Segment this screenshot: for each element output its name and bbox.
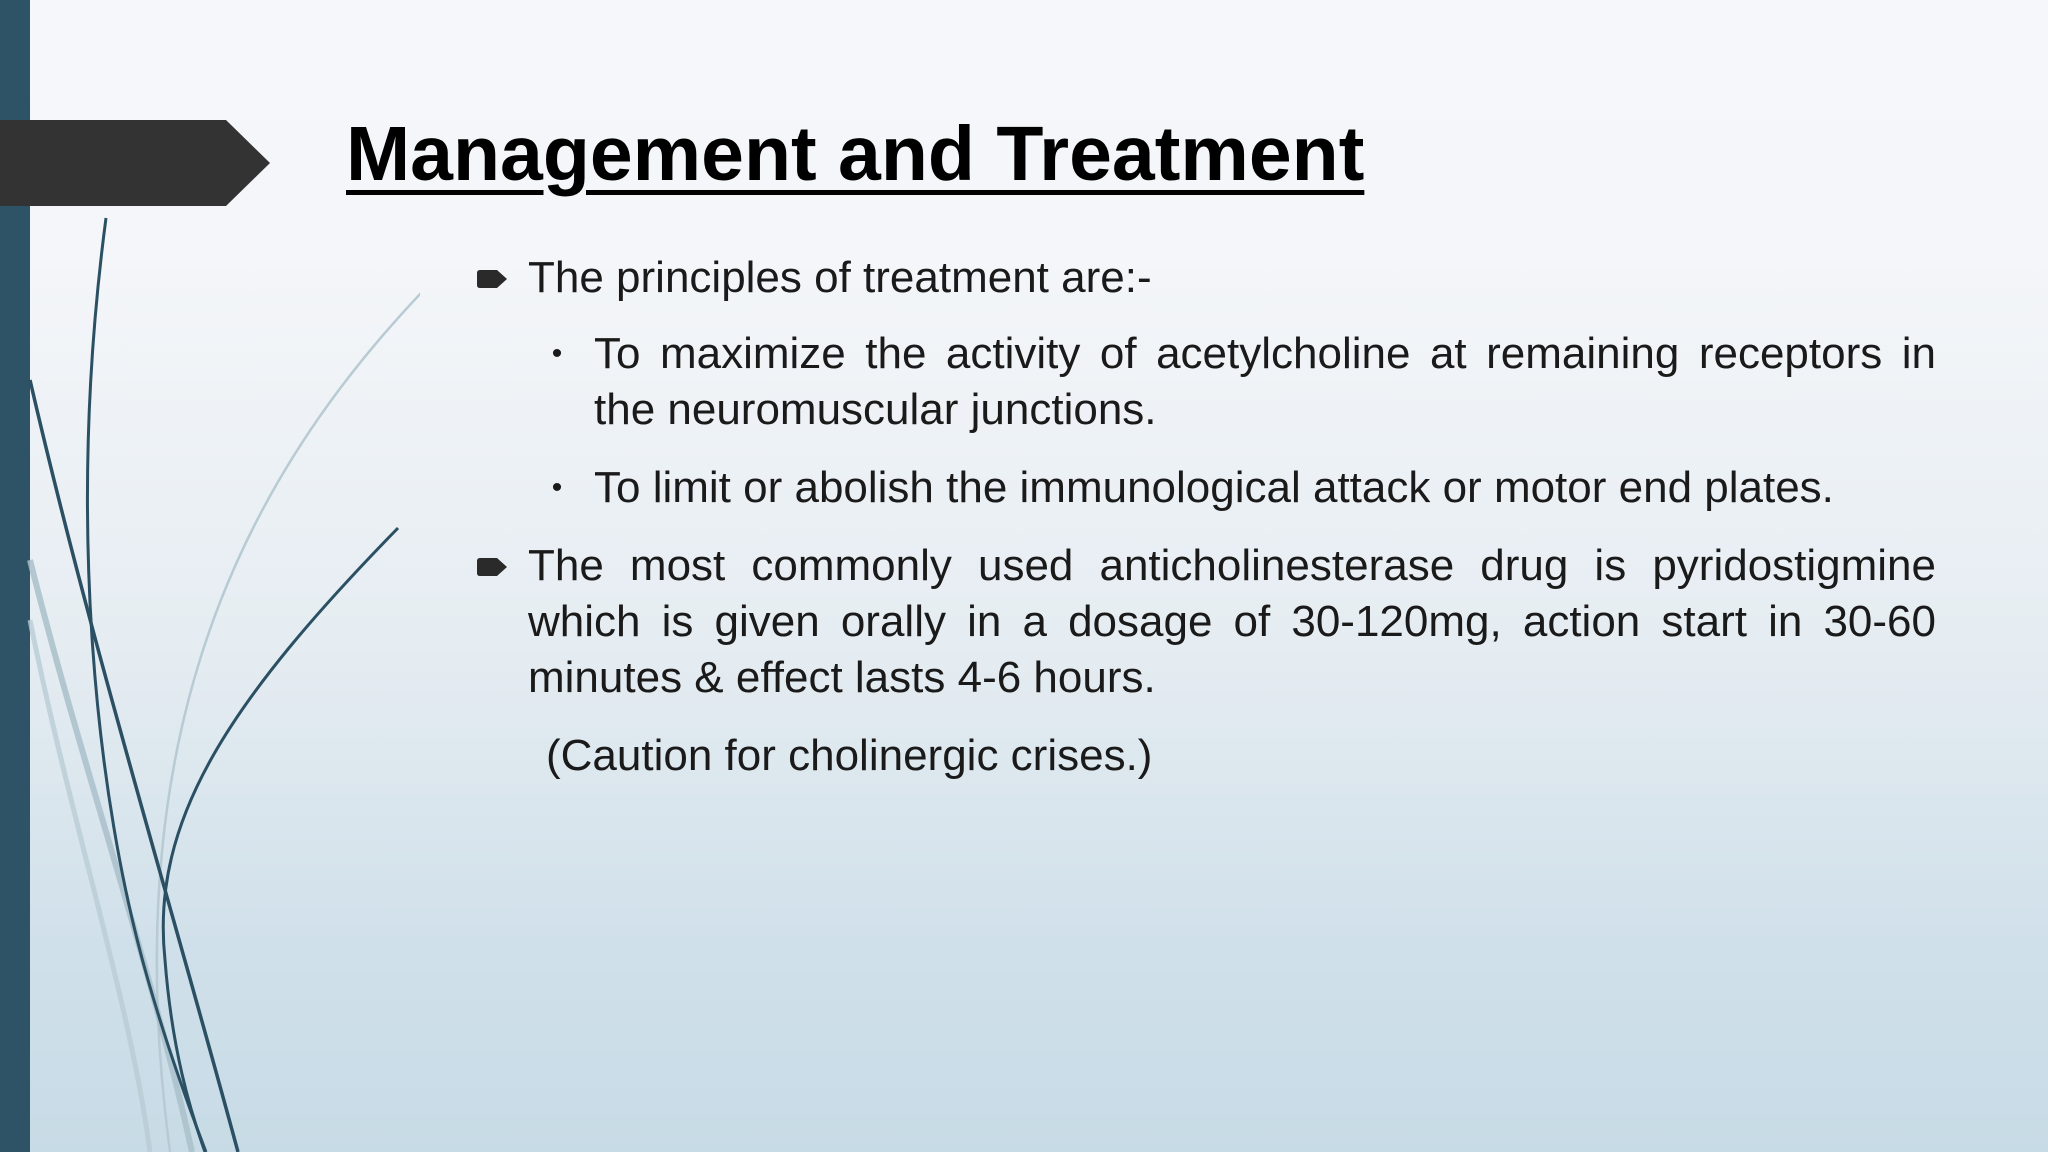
sub-bullet-item-limit [470,460,1936,516]
slide-title: Management and Treatment [346,111,1365,197]
title-tab-shape [0,120,270,206]
arrow-bullet-icon [474,557,508,577]
dot-bullet-icon: • [551,337,563,370]
arrow-bullet-icon [474,269,508,289]
sub-bullet-item-maximize [470,326,1936,438]
bullet-text: The principles of treatment are:- [528,253,1152,302]
caution-note: (Caution for cholinergic crises.) [546,731,1153,780]
bullet-item-principles [470,250,1936,306]
slide-body [470,250,1936,784]
bullet-item-pyridostigmine [470,538,1936,706]
bullet-text: The most commonly used anticholinesterase drug is pyridostigmine which is given orally in a dosage of 30-120mg, action start in 30-60 minutes & effect lasts 4-6 hours. [528,541,1936,702]
sub-bullet-text: To maximize the activity of acetylcholine at remaining receptors in the neuromuscular junctions. [594,329,1936,434]
dot-bullet-icon: • [551,471,563,504]
sub-bullet-text: To limit or abolish the immunological attack or motor end plates. [594,463,1834,512]
